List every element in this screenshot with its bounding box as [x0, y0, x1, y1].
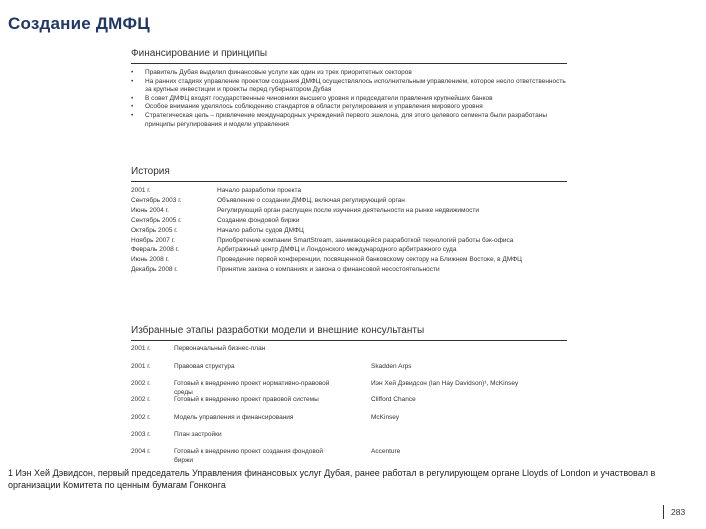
table-row: Июнь 2008 г. Проведение первой конференции, посвященной банковскому сектору на Ближнем Востоке, в ДМФЦ	[131, 256, 522, 264]
bullet-icon: •	[131, 94, 134, 102]
bullet-icon: •	[131, 77, 134, 85]
history-heading: История	[131, 166, 170, 177]
table-row: Июнь 2004 г. Регулирующий орган распущен после изучения деятельности на рынке недвижимости	[131, 206, 479, 214]
bullet-item: • В совет ДМФЦ входят государственные чиновники высшего уровня и председатели правления крупнейших банков	[131, 94, 493, 102]
page-number: 283	[671, 507, 686, 517]
table-row: Декабрь 2008 г. Принятие закона о компаниях и закона о финансовой несостоятельности	[131, 266, 440, 274]
bullet-icon: •	[131, 69, 134, 76]
bullet-item: • Правитель Дубая выделил финансовые услуги как один из трех приоритетных секторов	[131, 69, 412, 76]
table-row: Февраль 2008 г. Арбитражный центр ДМФЦ и Лондонского международного арбитражного суда	[131, 246, 457, 254]
table-row: Ноябрь 2007 г. Приобретение компании SmartStream, занимающейся разработкой технологий работы бэк-офиса	[131, 236, 514, 244]
financing-bullets	[131, 69, 571, 129]
page-title: Создание ДМФЦ	[8, 14, 150, 33]
bullet-icon: •	[131, 103, 134, 111]
table-row: Сентябрь 2003 г. Объявление о создании ДМФЦ, включая регулирующий орган	[131, 196, 405, 204]
table-row: Сентябрь 2005 г. Создание фондовой биржи	[131, 216, 300, 224]
financing-rule	[131, 63, 567, 64]
bullet-item: • На ранних стадиях управление проектом создания ДМФЦ осуществлялось исполнительным управлением, которое несло ответственность за крупные инвестиции и проекты перед губернатором Дубая	[131, 77, 566, 94]
financing-heading: Финансирование и принципы	[131, 48, 268, 59]
stages-heading: Избранные этапы разработки модели и внешние консультанты	[131, 325, 425, 336]
table-row: Октябрь 2005 г. Начало работы судов ДМФЦ	[131, 226, 304, 234]
footnote: 1 Иэн Хей Дэвидсон, первый председатель Управления финансовых услуг Дубая, ранее работал в регулирующем органе Lloyds of London и участвовал в организации Комитета по ценным бумагам Гонконга	[8, 468, 656, 490]
bullet-item: • Особое внимание уделялось соблюдению стандартов в области регулирования и управления мирового уровня	[131, 103, 483, 111]
stages-rule	[131, 340, 567, 341]
page-number-divider	[663, 505, 664, 519]
bullet-icon: •	[131, 111, 134, 119]
table-row: 2001 г. Начало разработки проекта	[131, 187, 302, 194]
bullet-item: • Стратегическая цель – привлечение международных учреждений первого эшелона, для этого целевого сегмента были разработаны принципы регулирования и модели управления	[131, 111, 548, 128]
history-rule	[131, 181, 567, 182]
history-table	[131, 186, 571, 275]
